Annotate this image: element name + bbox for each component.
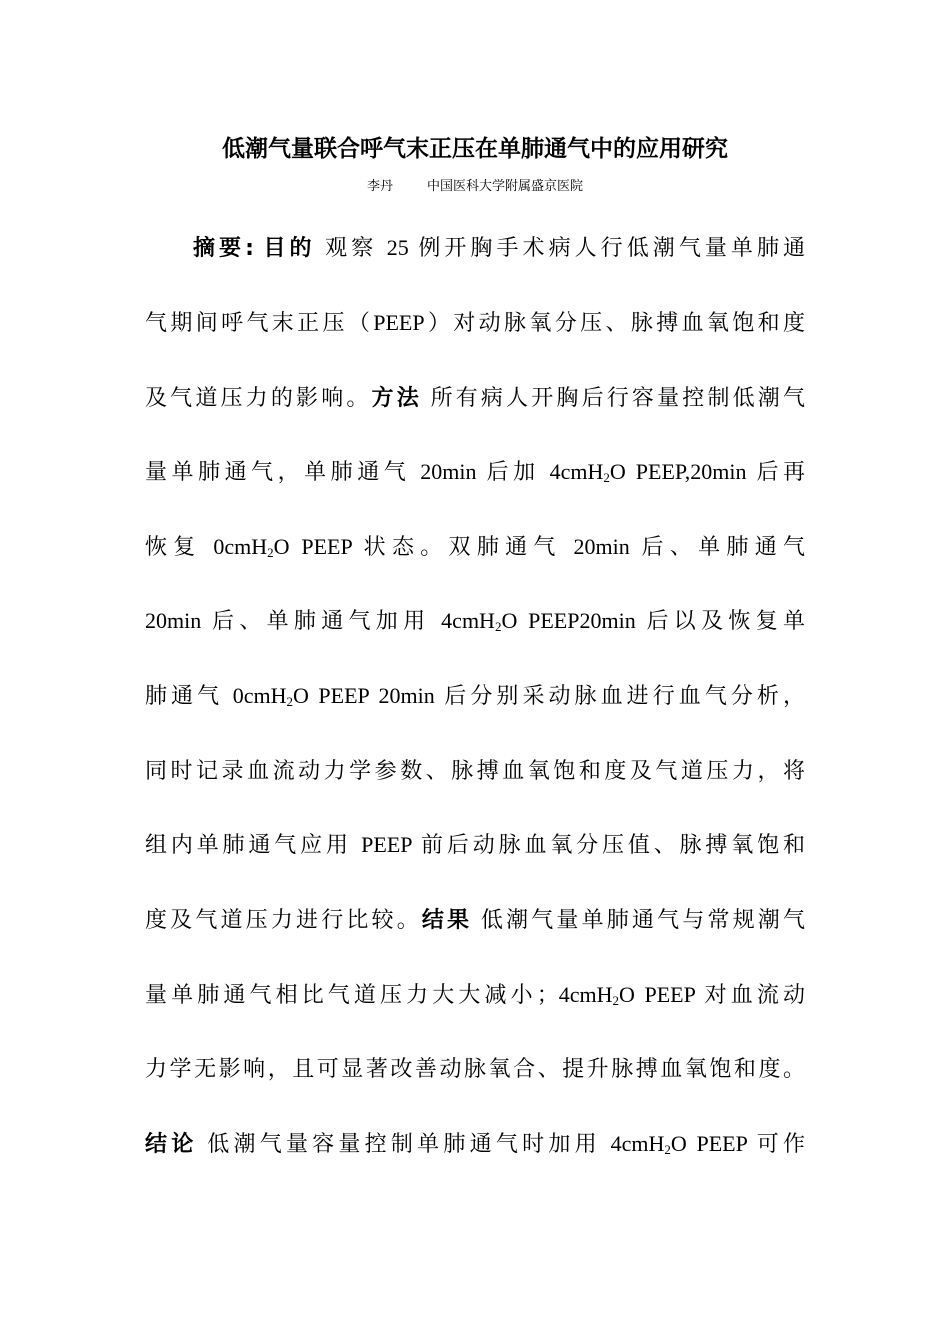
abstract-line-3 <box>145 378 805 418</box>
abstract-line-4 <box>145 452 805 492</box>
abstract-line-9 <box>145 825 805 865</box>
abstract-label: 摘要: <box>193 236 254 261</box>
subscript: 2 <box>286 694 293 709</box>
abstract-line-1 <box>193 228 805 268</box>
abstract-text: O PEEP 对血流动 <box>619 982 805 1007</box>
conclusion-label: 结论 <box>145 1132 198 1157</box>
abstract-text: 所有病人开胸后行容量控制低潮气 <box>430 385 805 410</box>
abstract-text: 度及气道压力进行比较。 <box>145 907 422 932</box>
abstract-text: O PEEP20min 后以及恢复单 <box>501 608 805 633</box>
subscript: 2 <box>664 1142 671 1157</box>
method-label: 方法 <box>371 386 422 411</box>
subscript: 2 <box>494 619 502 634</box>
abstract-text: 观察 25 例开胸手术病人行低潮气量单肺通 <box>325 235 805 260</box>
abstract-text: 量单肺通气相比气道压力大大减小；4cmH <box>145 982 613 1007</box>
abstract-text: O PEEP 20min 后分别采动脉血进行血气分析， <box>292 683 805 708</box>
abstract-line-12 <box>145 1049 805 1089</box>
abstract-line-11 <box>145 975 805 1015</box>
author-affiliation: 中国医科大学附属盛京医院 <box>427 179 584 194</box>
abstract-line-2 <box>145 303 805 343</box>
abstract-line-5 <box>145 527 805 567</box>
subscript: 2 <box>267 545 274 560</box>
abstract-text: O PEEP 状态。双肺通气 20min 后、单肺通气 <box>273 534 805 559</box>
author-name: 李丹 <box>366 179 393 194</box>
abstract-text: 气期间呼气末正压（PEEP）对动脉氧分压、脉搏血氧饱和度 <box>145 310 805 335</box>
abstract-text: 肺通气 0cmH <box>145 683 287 708</box>
abstract-text: 低潮气量容量控制单肺通气时加用 4cmH <box>207 1131 665 1156</box>
abstract-text: O PEEP 可作 <box>670 1131 805 1156</box>
subscript: 2 <box>603 470 610 485</box>
abstract-text: 同时记录血流动力学参数、脉搏血氧饱和度及气道压力，将 <box>145 758 805 783</box>
abstract-line-6 <box>145 601 805 641</box>
abstract-line-10 <box>145 900 805 940</box>
result-label: 结果 <box>421 908 473 933</box>
abstract-line-8 <box>145 751 805 791</box>
abstract-line-13 <box>145 1124 805 1164</box>
abstract-text: 力学无影响，且可显著改善动脉氧合、提升脉搏血氧饱和度。 <box>145 1056 805 1081</box>
abstract-text: 低潮气量单肺通气与常规潮气 <box>480 907 805 932</box>
abstract-line-7 <box>145 676 805 716</box>
objective-label: 目的 <box>263 236 316 261</box>
abstract-text: 20min 后、单肺通气加用 4cmH <box>145 608 495 633</box>
abstract-text: 恢复 0cmH <box>145 534 268 559</box>
paper-title: 低潮气量联合呼气末正压在单肺通气中的应用研究 <box>222 136 728 162</box>
abstract-text: 组内单肺通气应用 PEEP 前后动脉血氧分压值、脉搏氧饱和 <box>145 832 805 857</box>
abstract-text: O PEEP,20min 后再 <box>609 459 805 484</box>
abstract-text: 及气道压力的影响。 <box>145 385 372 410</box>
subscript: 2 <box>612 993 619 1008</box>
abstract-text: 量单肺通气，单肺通气 20min 后加 4cmH <box>145 459 604 484</box>
byline <box>0 178 950 196</box>
